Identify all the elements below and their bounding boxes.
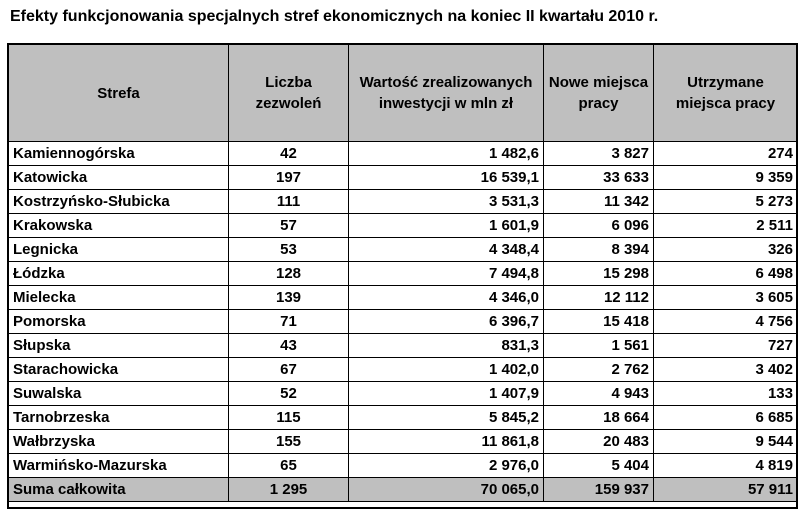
cell-liczba: 42	[229, 142, 349, 166]
cell-utrzymane: 3 402	[654, 358, 798, 382]
cell-utrzymane: 4 819	[654, 454, 798, 478]
cell-strefa: Katowicka	[9, 166, 229, 190]
cell-strefa: Legnicka	[9, 238, 229, 262]
table-header-row	[9, 45, 798, 142]
header-liczba: Liczba zezwoleń	[229, 45, 349, 142]
cell-nowe: 5 404	[544, 454, 654, 478]
table-row	[9, 310, 798, 334]
table-row	[9, 382, 798, 406]
data-table	[8, 44, 798, 502]
table-row	[9, 454, 798, 478]
cell-utrzymane: 133	[654, 382, 798, 406]
cell-utrzymane: 2 511	[654, 214, 798, 238]
cell-strefa: Słupska	[9, 334, 229, 358]
cell-liczba: 53	[229, 238, 349, 262]
table-row	[9, 142, 798, 166]
table-row	[9, 190, 798, 214]
table-row	[9, 166, 798, 190]
cell-strefa: Pomorska	[9, 310, 229, 334]
cell-wartosc: 4 348,4	[349, 238, 544, 262]
cell-strefa: Starachowicka	[9, 358, 229, 382]
cell-nowe: 15 418	[544, 310, 654, 334]
cell-wartosc: 16 539,1	[349, 166, 544, 190]
cell-liczba: 65	[229, 454, 349, 478]
cell-nowe: 3 827	[544, 142, 654, 166]
cell-wartosc: 1 402,0	[349, 358, 544, 382]
header-strefa: Strefa	[9, 45, 229, 142]
header-wartosc: Wartość zrealizowanych inwestycji w mln zł	[349, 45, 544, 142]
header-nowe: Nowe miejsca pracy	[544, 45, 654, 142]
cell-utrzymane: 4 756	[654, 310, 798, 334]
cell-liczba: 43	[229, 334, 349, 358]
cell-utrzymane: 727	[654, 334, 798, 358]
table-row	[9, 406, 798, 430]
total-wartosc: 70 065,0	[349, 478, 544, 502]
table-row	[9, 262, 798, 286]
total-strefa: Suma całkowita	[9, 478, 229, 502]
cell-liczba: 128	[229, 262, 349, 286]
table-total-row	[9, 478, 798, 502]
cell-wartosc: 2 976,0	[349, 454, 544, 478]
cell-liczba: 71	[229, 310, 349, 334]
cell-liczba: 155	[229, 430, 349, 454]
total-utrzymane: 57 911	[654, 478, 798, 502]
cell-nowe: 2 762	[544, 358, 654, 382]
cell-wartosc: 831,3	[349, 334, 544, 358]
cell-liczba: 111	[229, 190, 349, 214]
table-row	[9, 286, 798, 310]
cell-wartosc: 1 601,9	[349, 214, 544, 238]
cell-nowe: 18 664	[544, 406, 654, 430]
cell-strefa: Suwalska	[9, 382, 229, 406]
cell-utrzymane: 274	[654, 142, 798, 166]
cell-strefa: Tarnobrzeska	[9, 406, 229, 430]
table-row	[9, 238, 798, 262]
page-title: Efekty funkcjonowania specjalnych stref ekonomicznych na koniec II kwartału 2010 r.	[10, 8, 659, 25]
table-row	[9, 334, 798, 358]
cell-strefa: Mielecka	[9, 286, 229, 310]
cell-utrzymane: 6 498	[654, 262, 798, 286]
cell-nowe: 20 483	[544, 430, 654, 454]
cell-strefa: Wałbrzyska	[9, 430, 229, 454]
cell-nowe: 8 394	[544, 238, 654, 262]
cell-wartosc: 1 482,6	[349, 142, 544, 166]
cell-wartosc: 6 396,7	[349, 310, 544, 334]
cell-utrzymane: 326	[654, 238, 798, 262]
cell-strefa: Warmińsko-Mazurska	[9, 454, 229, 478]
cell-liczba: 67	[229, 358, 349, 382]
header-utrzymane: Utrzymane miejsca pracy	[654, 45, 798, 142]
cell-nowe: 15 298	[544, 262, 654, 286]
cell-liczba: 139	[229, 286, 349, 310]
cell-utrzymane: 6 685	[654, 406, 798, 430]
cell-nowe: 12 112	[544, 286, 654, 310]
cell-utrzymane: 3 605	[654, 286, 798, 310]
cell-strefa: Krakowska	[9, 214, 229, 238]
total-liczba: 1 295	[229, 478, 349, 502]
cell-wartosc: 1 407,9	[349, 382, 544, 406]
cell-nowe: 6 096	[544, 214, 654, 238]
cell-wartosc: 5 845,2	[349, 406, 544, 430]
cell-wartosc: 3 531,3	[349, 190, 544, 214]
cell-wartosc: 11 861,8	[349, 430, 544, 454]
cell-strefa: Łódzka	[9, 262, 229, 286]
cell-nowe: 11 342	[544, 190, 654, 214]
cell-utrzymane: 9 359	[654, 166, 798, 190]
cell-liczba: 197	[229, 166, 349, 190]
cell-liczba: 57	[229, 214, 349, 238]
table-row	[9, 214, 798, 238]
cell-nowe: 1 561	[544, 334, 654, 358]
table-row	[9, 358, 798, 382]
cell-nowe: 33 633	[544, 166, 654, 190]
cell-strefa: Kamiennogórska	[9, 142, 229, 166]
table-row	[9, 430, 798, 454]
cell-utrzymane: 5 273	[654, 190, 798, 214]
cell-utrzymane: 9 544	[654, 430, 798, 454]
cell-nowe: 4 943	[544, 382, 654, 406]
total-nowe: 159 937	[544, 478, 654, 502]
cell-liczba: 115	[229, 406, 349, 430]
cell-wartosc: 4 346,0	[349, 286, 544, 310]
cell-wartosc: 7 494,8	[349, 262, 544, 286]
cell-strefa: Kostrzyńsko-Słubicka	[9, 190, 229, 214]
cell-liczba: 52	[229, 382, 349, 406]
